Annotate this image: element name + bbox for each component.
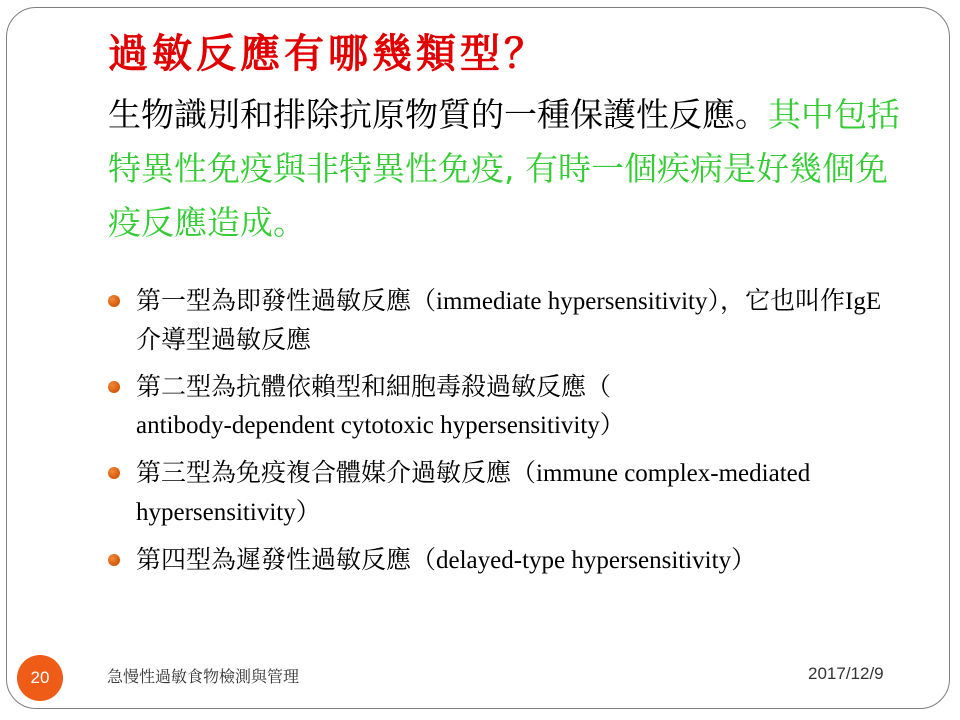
bullet-zh: 第三型為免疫複合體媒介過敏反應（ [136, 458, 537, 487]
intro-paragraph [108, 88, 908, 250]
bullet-icon [108, 467, 120, 479]
bullet-list [106, 282, 906, 589]
bullet-icon [108, 381, 120, 393]
bullet-tail: ） [599, 410, 625, 439]
bullet-zh: 第二型為抗體依賴型和細胞毒殺過敏反應（ [136, 372, 612, 401]
bullet-en: delayed-type hypersensitivity [436, 547, 732, 574]
bullet-tail-en: IgE [845, 288, 882, 315]
bullet-en: immediate hypersensitivity [436, 288, 708, 315]
bullet-item-type-2 [106, 368, 906, 445]
footer-presentation-title: 急慢性過敏食物檢測與管理 [107, 667, 300, 686]
bullet-en: immune complex-mediated hypersensitivity [136, 460, 811, 526]
bullet-item-type-3 [106, 454, 906, 532]
page-number-badge: 20 [17, 655, 63, 701]
bullet-item-type-4 [106, 541, 906, 580]
bullet-tail: ） [295, 497, 321, 526]
bullet-tail: ） [731, 545, 757, 574]
bullet-icon [108, 554, 120, 566]
intro-highlight-text: 其中包括特異性免疫與非特異性免疫, 有時一個疾病是好幾個免疫反應造成。 [108, 95, 900, 242]
bullet-tail: ），它也叫作 [707, 286, 846, 315]
slide-title: 過敏反應有哪幾類型？ [108, 30, 548, 77]
bullet-zh: 第一型為即發性過敏反應（ [136, 286, 437, 315]
bullet-en: antibody-dependent cytotoxic hypersensitivity [136, 412, 600, 439]
bullet-tail-end: 介導型過敏反應 [136, 325, 312, 354]
intro-text: 生物識別和排除抗原物質的一種保護性反應。 [108, 95, 768, 134]
bullet-zh: 第四型為遲發性過敏反應（ [136, 545, 437, 574]
footer-date: 2017/12/9 [808, 664, 884, 683]
bullet-icon [108, 295, 120, 307]
bullet-item-type-1 [106, 282, 906, 359]
